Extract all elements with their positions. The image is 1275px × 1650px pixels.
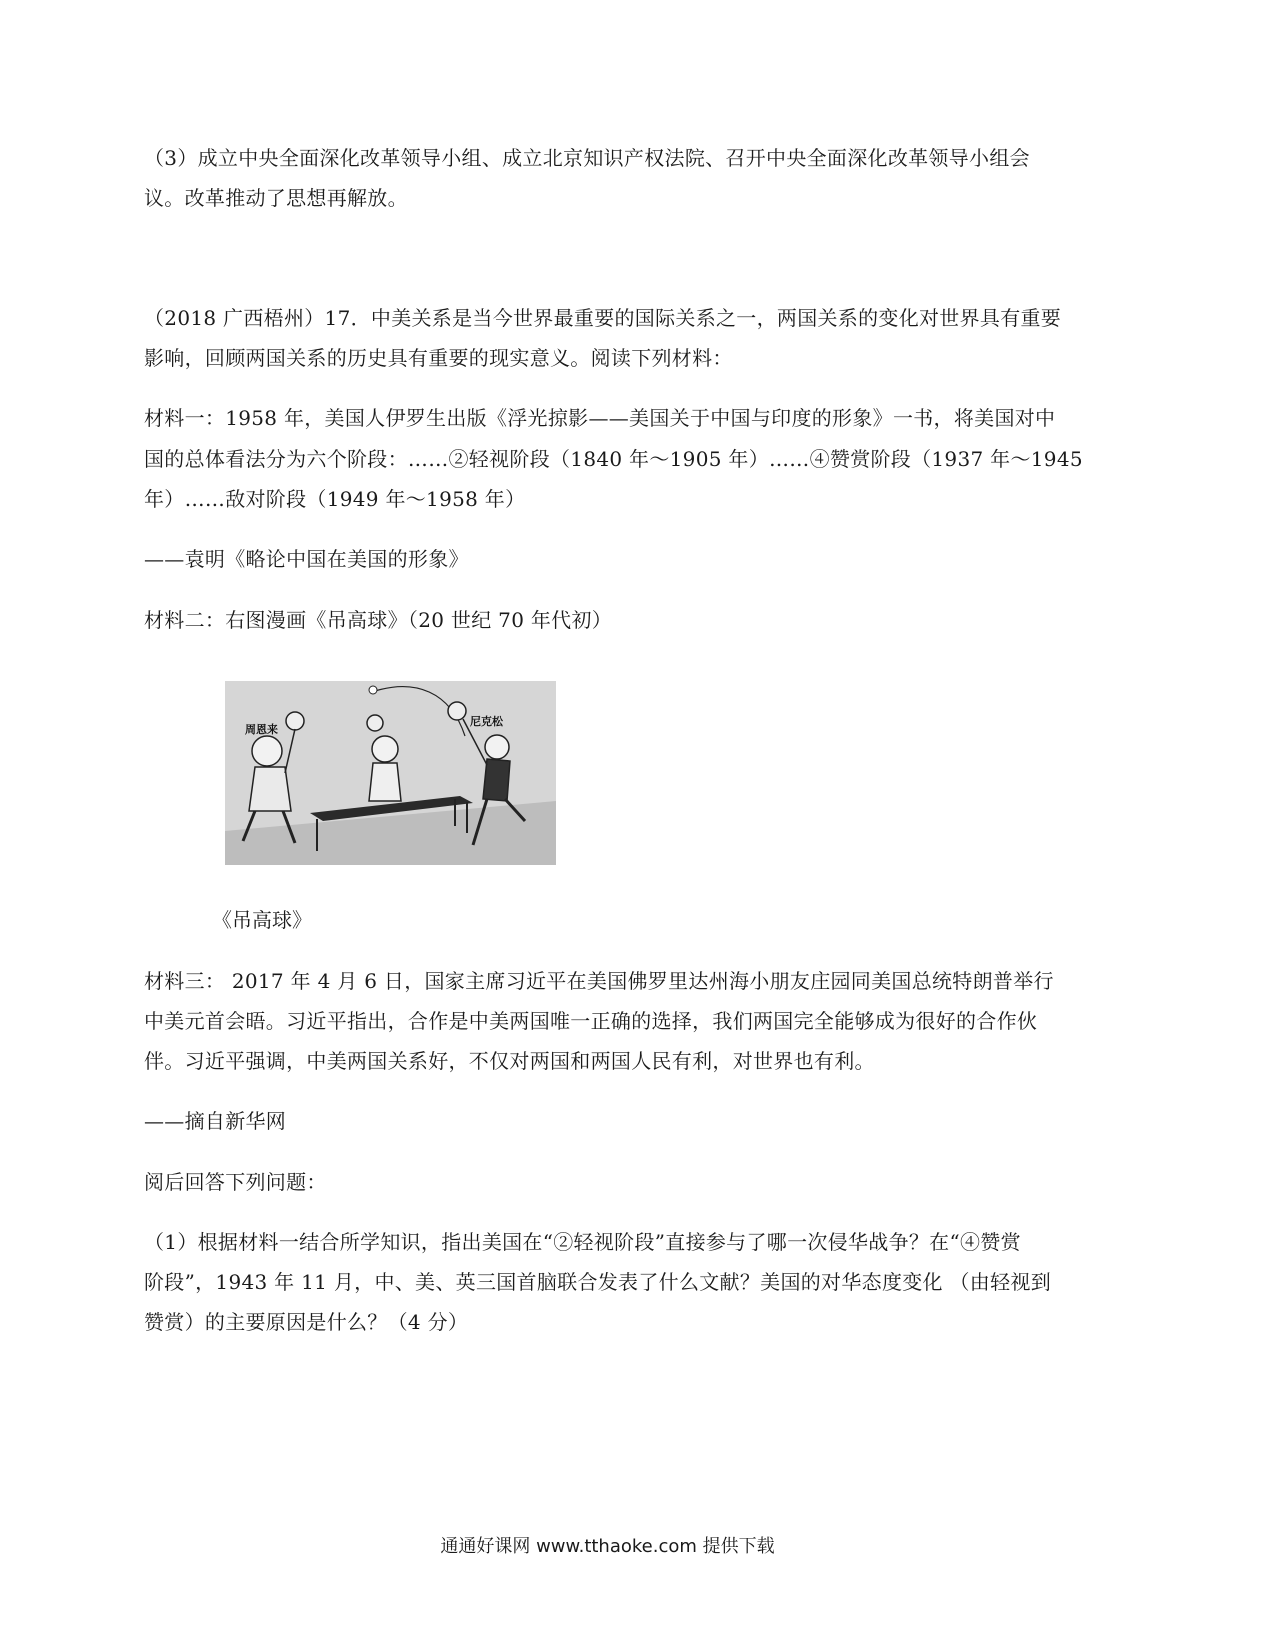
line-6: 国的总体看法分为六个阶段：……②轻视阶段（1840 年～1905 年）……④赞赏阶段（1937 年～1945: [144, 447, 1083, 471]
line-3: （2018 广西梧州）17．中美关系是当今世界最重要的国际关系之一，两国关系的变化对世界具有重要: [144, 306, 1062, 330]
line-7: 年）……敌对阶段（1949 年～1958 年）: [144, 487, 526, 511]
line-14: 阅后回答下列问题：: [144, 1170, 327, 1194]
cartoon-caption: 《吊高球》: [212, 908, 312, 932]
line-10: 材料三： 2017 年 4 月 6 日，国家主席习近平在美国佛罗里达州海小朋友庄园同美国总统特朗普举行: [144, 969, 1054, 993]
line-5: 材料一：1958 年，美国人伊罗生出版《浮光掠影——美国关于中国与印度的形象》一书，将美国对中: [144, 406, 1056, 430]
line-1: （3）成立中央全面深化改革领导小组、成立北京知识产权法院、召开中央全面深化改革领导小组会: [144, 146, 1030, 170]
line-13: ——摘自新华网: [144, 1109, 287, 1133]
line-2: 议。改革推动了思想再解放。: [144, 186, 408, 210]
line-8: ——袁明《略论中国在美国的形象》: [144, 547, 469, 571]
cartoon-label-right: 尼克松: [470, 715, 503, 728]
line-17: 赞赏）的主要原因是什么？（4 分）: [144, 1310, 469, 1334]
line-15: （1）根据材料一结合所学知识，指出美国在“②轻视阶段”直接参与了哪一次侵华战争？在“④赞赏: [144, 1230, 1021, 1254]
cartoon-image: [225, 681, 556, 865]
footer-text: 通通好课网 www.tthaoke.com 提供下载: [440, 1536, 775, 1557]
cartoon-label-left: 周恩来: [245, 723, 278, 736]
line-12: 伴。习近平强调，中美两国关系好，不仅对两国和两国人民有利，对世界也有利。: [144, 1049, 875, 1073]
line-11: 中美元首会晤。习近平指出，合作是中美两国唯一正确的选择，我们两国完全能够成为很好的合作伙: [144, 1009, 1038, 1033]
line-9: 材料二：右图漫画《吊高球》（20 世纪 70 年代初）: [144, 608, 613, 632]
line-4: 影响，回顾两国关系的历史具有重要的现实意义。阅读下列材料：: [144, 346, 733, 370]
line-16: 阶段”，1943 年 11 月，中、美、英三国首脑联合发表了什么文献？美国的对华态度变化 （由轻视到: [144, 1270, 1052, 1294]
